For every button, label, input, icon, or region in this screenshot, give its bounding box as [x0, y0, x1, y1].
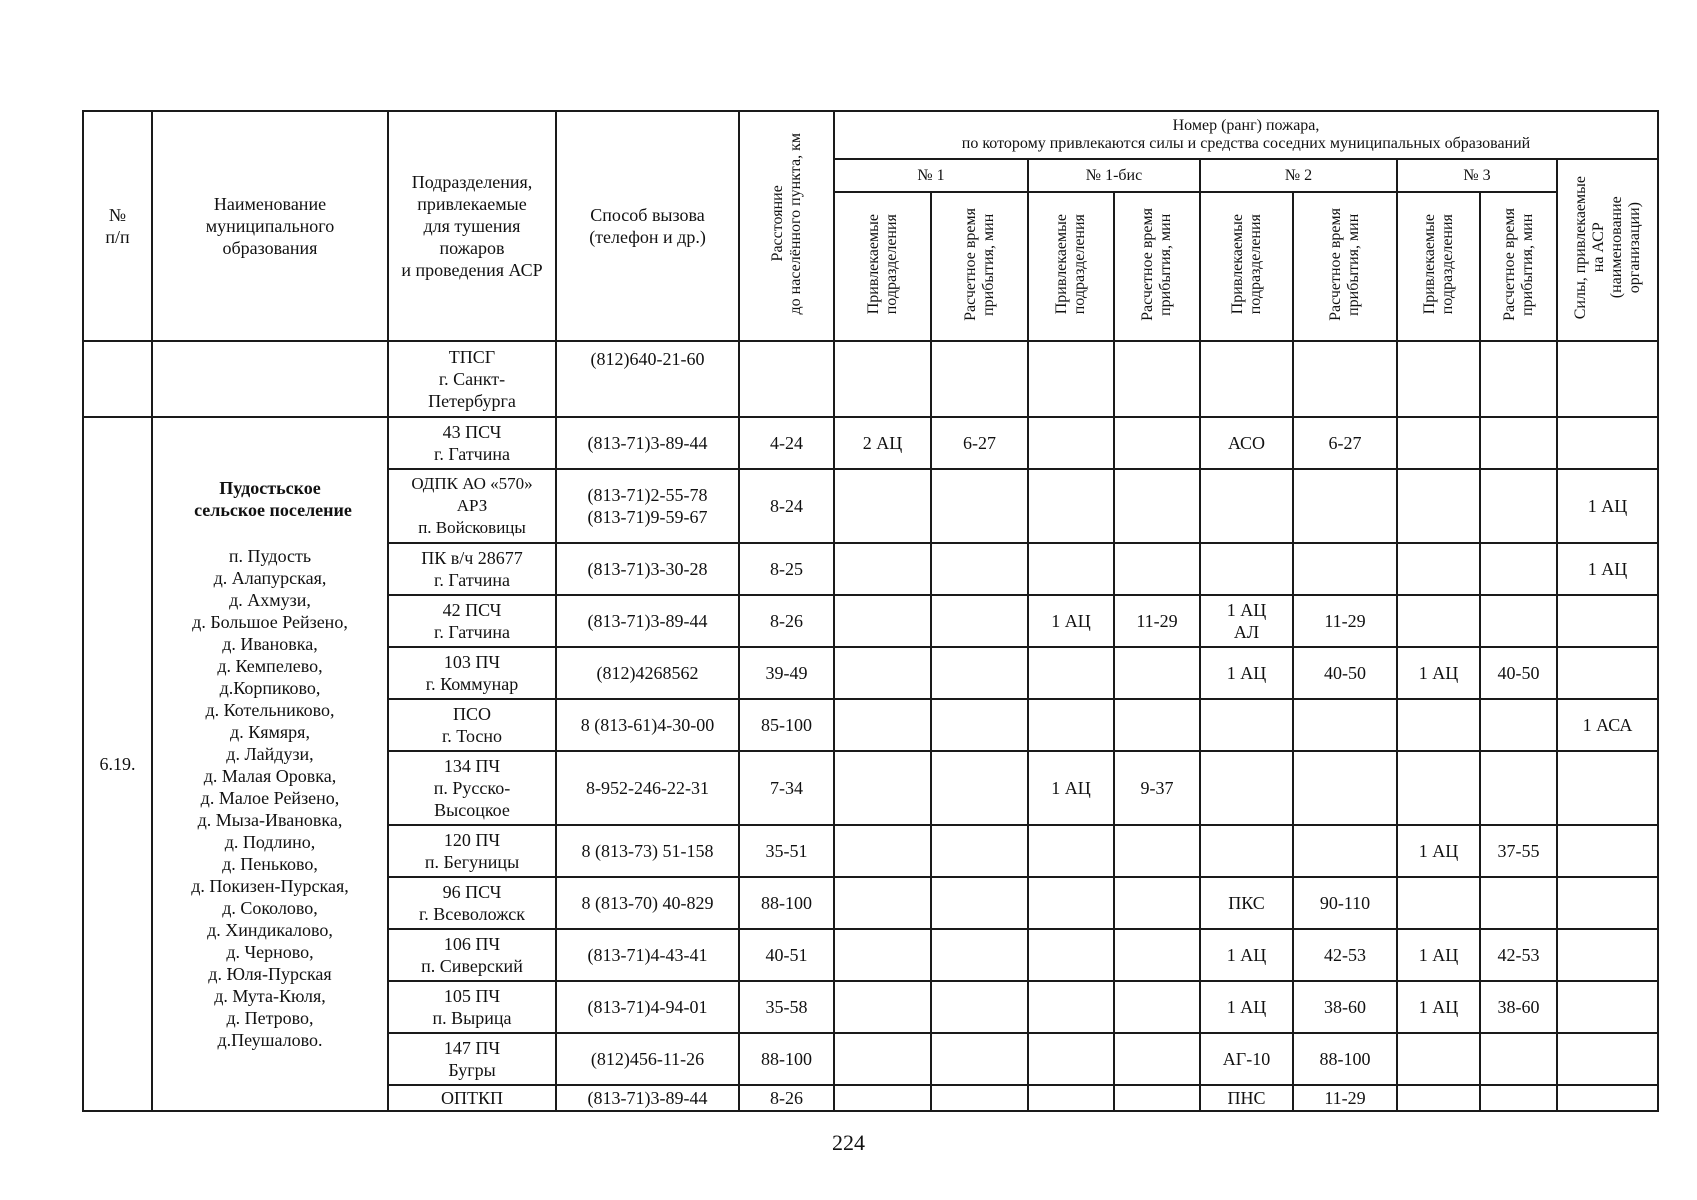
rank3-units-cell: [1397, 543, 1480, 595]
settlement-item: д. Кемпелево,: [217, 656, 323, 676]
unit-cell: ОДПК АО «570» АРЗ п. Войсковицы: [388, 469, 556, 543]
call-cell: (813-71)3-89-44: [556, 1085, 739, 1111]
rank1-units-cell: [834, 543, 931, 595]
distance-cell: 35-51: [739, 825, 834, 877]
distance-cell: 35-58: [739, 981, 834, 1033]
rank3-time-cell: [1480, 877, 1557, 929]
carry-call: (812)640-21-60: [556, 341, 739, 417]
unit-cell: ОПТКП: [388, 1085, 556, 1111]
rank2-units-cell: ПКС: [1200, 877, 1293, 929]
asr-cell: [1557, 1033, 1658, 1085]
rank1-units-cell: [834, 929, 931, 981]
header-rank-2: № 2: [1200, 159, 1397, 192]
rank1bis-units-cell: [1028, 877, 1114, 929]
asr-cell: 1 АСА: [1557, 699, 1658, 751]
rank2-units-cell: [1200, 543, 1293, 595]
unit-cell: ПК в/ч 28677 г. Гатчина: [388, 543, 556, 595]
settlement-item: д. Алапурская,: [213, 568, 327, 588]
settlement-item: д. Лайдузи,: [226, 744, 314, 764]
rank2-time-cell: 11-29: [1293, 595, 1397, 647]
unit-cell: 42 ПСЧ г. Гатчина: [388, 595, 556, 647]
rank1bis-time-cell: 9-37: [1114, 751, 1200, 825]
settlement-item: д. Подлино,: [224, 832, 316, 852]
asr-cell: 1 АЦ: [1557, 543, 1658, 595]
rank3-time-cell: 40-50: [1480, 647, 1557, 699]
settlement-item: д. Ахмузи,: [229, 590, 311, 610]
asr-cell: 1 АЦ: [1557, 469, 1658, 543]
header-municipality: Наименование муниципального образования: [152, 111, 388, 341]
settlement-item: д. Покизен-Пурская,: [191, 876, 349, 896]
header-rank-1: № 1: [834, 159, 1028, 192]
rank1bis-units-cell: [1028, 647, 1114, 699]
rank3-units-cell: 1 АЦ: [1397, 981, 1480, 1033]
asr-cell: [1557, 751, 1658, 825]
rank3-time-cell: [1480, 417, 1557, 469]
rank1-time-cell: 6-27: [931, 417, 1028, 469]
distance-cell: 8-26: [739, 595, 834, 647]
asr-cell: [1557, 981, 1658, 1033]
rank1bis-time-cell: [1114, 877, 1200, 929]
settlement-item: д.Корпиково,: [219, 678, 321, 698]
rank1bis-time-cell: [1114, 929, 1200, 981]
call-cell: (813-71)3-89-44: [556, 595, 739, 647]
rank1bis-time-cell: [1114, 1085, 1200, 1111]
rank2-time-cell: 42-53: [1293, 929, 1397, 981]
rank1bis-time-cell: [1114, 647, 1200, 699]
rank2-time-cell: 40-50: [1293, 647, 1397, 699]
rank2-time-cell: [1293, 469, 1397, 543]
rank3-units-cell: [1397, 1033, 1480, 1085]
header-rank1bis-time: Расчетное время прибытия, мин: [1114, 192, 1200, 341]
header-rank2-units: Привлекаемые подразделения: [1200, 192, 1293, 341]
rank2-time-cell: 38-60: [1293, 981, 1397, 1033]
municipality-cell: [152, 417, 388, 1111]
page-number: 224: [832, 1130, 865, 1155]
asr-cell: [1557, 647, 1658, 699]
fire-resources-table: [82, 110, 1659, 1112]
rank3-units-cell: [1397, 1085, 1480, 1111]
settlement-item: д. Хиндикалово,: [207, 920, 333, 940]
rank1-time-cell: [931, 1085, 1028, 1111]
distance-cell: 85-100: [739, 699, 834, 751]
settlement-item: д. Пеньково,: [222, 854, 318, 874]
settlement-item: д. Соколово,: [222, 898, 318, 918]
municipality-title: Пудостьское: [219, 478, 321, 498]
rank1bis-units-cell: 1 АЦ: [1028, 751, 1114, 825]
call-cell: 8-952-246-22-31: [556, 751, 739, 825]
rank1-time-cell: [931, 929, 1028, 981]
distance-cell: 88-100: [739, 1033, 834, 1085]
rank1bis-units-cell: [1028, 543, 1114, 595]
rank2-time-cell: [1293, 699, 1397, 751]
rank2-time-cell: 90-110: [1293, 877, 1397, 929]
rank1bis-units-cell: [1028, 825, 1114, 877]
rank1bis-units-cell: 1 АЦ: [1028, 595, 1114, 647]
rank3-units-cell: 1 АЦ: [1397, 929, 1480, 981]
rank1-units-cell: [834, 981, 931, 1033]
table-row: [83, 417, 1658, 469]
rank1bis-time-cell: [1114, 417, 1200, 469]
header-rank1bis-units: Привлекаемые подразделения: [1028, 192, 1114, 341]
call-cell: (813-71)4-94-01: [556, 981, 739, 1033]
rank1bis-units-cell: [1028, 417, 1114, 469]
rank1bis-time-cell: [1114, 469, 1200, 543]
call-cell: 8 (813-73) 51-158: [556, 825, 739, 877]
unit-cell: 43 ПСЧ г. Гатчина: [388, 417, 556, 469]
unit-cell: 105 ПЧ п. Вырица: [388, 981, 556, 1033]
distance-cell: 40-51: [739, 929, 834, 981]
rank1-units-cell: [834, 647, 931, 699]
rank2-units-cell: АГ-10: [1200, 1033, 1293, 1085]
rank2-units-cell: 1 АЦ: [1200, 929, 1293, 981]
rank2-units-cell: 1 АЦ: [1200, 647, 1293, 699]
distance-cell: 8-25: [739, 543, 834, 595]
rank2-units-cell: АСО: [1200, 417, 1293, 469]
header-num: № п/п: [83, 111, 152, 341]
rank1bis-time-cell: [1114, 825, 1200, 877]
asr-cell: [1557, 825, 1658, 877]
rank2-time-cell: 6-27: [1293, 417, 1397, 469]
unit-cell: ПСО г. Тосно: [388, 699, 556, 751]
call-cell: 8 (813-61)4-30-00: [556, 699, 739, 751]
settlement-item: д. Малая Оровка,: [203, 766, 337, 786]
rank1bis-time-cell: [1114, 699, 1200, 751]
distance-cell: 8-26: [739, 1085, 834, 1111]
rank1-time-cell: [931, 647, 1028, 699]
header-asr: Силы, привлекаемые на АСР (наименование организации): [1557, 159, 1658, 341]
carry-unit: ТПСГ г. Санкт- Петербурга: [388, 341, 556, 417]
rank2-units-cell: [1200, 751, 1293, 825]
rank1bis-units-cell: [1028, 469, 1114, 543]
rank1bis-time-cell: [1114, 981, 1200, 1033]
rank1bis-time-cell: 11-29: [1114, 595, 1200, 647]
rank2-time-cell: 11-29: [1293, 1085, 1397, 1111]
carry-num-cell: [83, 341, 152, 417]
rank1-units-cell: [834, 1085, 931, 1111]
rank1-time-cell: [931, 877, 1028, 929]
header-rank2-time: Расчетное время прибытия, мин: [1293, 192, 1397, 341]
rank3-units-cell: [1397, 877, 1480, 929]
unit-cell: 134 ПЧ п. Русско- Высоцкое: [388, 751, 556, 825]
rank1-units-cell: [834, 469, 931, 543]
settlement-item: д. Ивановка,: [222, 634, 318, 654]
unit-cell: 120 ПЧ п. Бегуницы: [388, 825, 556, 877]
unit-cell: 147 ПЧ Бугры: [388, 1033, 556, 1085]
unit-cell: 96 ПСЧ г. Всеволожск: [388, 877, 556, 929]
rank3-units-cell: [1397, 751, 1480, 825]
header-rank1-time: Расчетное время прибытия, мин: [931, 192, 1028, 341]
rank3-time-cell: 37-55: [1480, 825, 1557, 877]
rank1bis-units-cell: [1028, 929, 1114, 981]
rank1bis-units-cell: [1028, 699, 1114, 751]
call-cell: (813-71)2-55-78 (813-71)9-59-67: [556, 469, 739, 543]
distance-cell: 39-49: [739, 647, 834, 699]
rank2-units-cell: 1 АЦ: [1200, 981, 1293, 1033]
settlement-item: д. Мута-Кюля,: [214, 986, 326, 1006]
asr-cell: [1557, 595, 1658, 647]
distance-cell: 88-100: [739, 877, 834, 929]
settlement-item: д. Большое Рейзено,: [192, 612, 348, 632]
call-cell: (812)4268562: [556, 647, 739, 699]
rank3-time-cell: [1480, 595, 1557, 647]
call-cell: (813-71)4-43-41: [556, 929, 739, 981]
rank3-units-cell: 1 АЦ: [1397, 825, 1480, 877]
rank2-units-cell: 1 АЦ АЛ: [1200, 595, 1293, 647]
call-cell: (813-71)3-30-28: [556, 543, 739, 595]
unit-cell: 106 ПЧ п. Сиверский: [388, 929, 556, 981]
call-cell: (812)456-11-26: [556, 1033, 739, 1085]
municipality-subtitle: сельское поселение: [194, 500, 352, 520]
rank3-time-cell: [1480, 543, 1557, 595]
settlement-item: д. Мыза-Ивановка,: [197, 810, 343, 830]
rank3-units-cell: [1397, 469, 1480, 543]
asr-cell: [1557, 417, 1658, 469]
rank1-units-cell: [834, 699, 931, 751]
rank2-units-cell: [1200, 825, 1293, 877]
header-rank-3: № 3: [1397, 159, 1557, 192]
rank1-units-cell: [834, 751, 931, 825]
rank2-time-cell: [1293, 751, 1397, 825]
asr-cell: [1557, 1085, 1658, 1111]
rank1-time-cell: [931, 1033, 1028, 1085]
rank1-units-cell: [834, 595, 931, 647]
settlement-item: д. Юля-Пурская: [208, 964, 332, 984]
rank1-time-cell: [931, 825, 1028, 877]
header-rank-1bis: № 1-бис: [1028, 159, 1200, 192]
settlement-item: д. Малое Рейзено,: [200, 788, 340, 808]
rank3-units-cell: 1 АЦ: [1397, 647, 1480, 699]
rank3-units-cell: [1397, 417, 1480, 469]
rank2-units-cell: [1200, 469, 1293, 543]
rank3-time-cell: [1480, 751, 1557, 825]
settlement-item: д. Черново,: [226, 942, 314, 962]
rank3-time-cell: [1480, 1033, 1557, 1085]
asr-cell: [1557, 877, 1658, 929]
carry-over-row: [83, 341, 1658, 417]
call-cell: (813-71)3-89-44: [556, 417, 739, 469]
header-call-method: Способ вызова (телефон и др.): [556, 111, 739, 341]
rank1-time-cell: [931, 595, 1028, 647]
rank1-units-cell: [834, 825, 931, 877]
rank2-units-cell: ПНС: [1200, 1085, 1293, 1111]
rank1-time-cell: [931, 469, 1028, 543]
rank1-units-cell: [834, 1033, 931, 1085]
rank1bis-units-cell: [1028, 1085, 1114, 1111]
rank3-time-cell: [1480, 469, 1557, 543]
rank3-time-cell: 38-60: [1480, 981, 1557, 1033]
rank1-time-cell: [931, 751, 1028, 825]
rank2-units-cell: [1200, 699, 1293, 751]
settlement-item: д.Пеушалово.: [217, 1030, 323, 1050]
rank3-time-cell: 42-53: [1480, 929, 1557, 981]
rank3-units-cell: [1397, 595, 1480, 647]
rank1-units-cell: 2 АЦ: [834, 417, 931, 469]
unit-cell: 103 ПЧ г. Коммунар: [388, 647, 556, 699]
header-rank1-units: Привлекаемые подразделения: [834, 192, 931, 341]
header-rank3-time: Расчетное время прибытия, мин: [1480, 192, 1557, 341]
settlement-item: д. Котельниково,: [205, 700, 335, 720]
settlement-item: д. Кямяря,: [230, 722, 310, 742]
header-rank-group: Номер (ранг) пожара, по которому привлекаются силы и средства соседних муниципальных образований: [834, 111, 1658, 159]
rank3-time-cell: [1480, 699, 1557, 751]
distance-cell: 8-24: [739, 469, 834, 543]
rank3-time-cell: [1480, 1085, 1557, 1111]
call-cell: 8 (813-70) 40-829: [556, 877, 739, 929]
rank1-time-cell: [931, 543, 1028, 595]
carry-municipality-cell: [152, 341, 388, 417]
settlement-item: п. Пудость: [228, 546, 312, 566]
header-rank3-units: Привлекаемые подразделения: [1397, 192, 1480, 341]
rank1-units-cell: [834, 877, 931, 929]
header-units: Подразделения, привлекаемые для тушения пожаров и проведения АСР: [388, 111, 556, 341]
rank1-time-cell: [931, 981, 1028, 1033]
rank1bis-units-cell: [1028, 981, 1114, 1033]
rank2-time-cell: 88-100: [1293, 1033, 1397, 1085]
municipality-number: 6.19.: [83, 417, 152, 1111]
header-distance: Расстояние до населённого пункта, км: [739, 111, 834, 341]
distance-cell: 4-24: [739, 417, 834, 469]
rank2-time-cell: [1293, 825, 1397, 877]
asr-cell: [1557, 929, 1658, 981]
settlement-item: д. Петрово,: [226, 1008, 314, 1028]
rank1bis-units-cell: [1028, 1033, 1114, 1085]
distance-cell: 7-34: [739, 751, 834, 825]
rank2-time-cell: [1293, 543, 1397, 595]
rank1-time-cell: [931, 699, 1028, 751]
rank3-units-cell: [1397, 699, 1480, 751]
rank1bis-time-cell: [1114, 1033, 1200, 1085]
rank1bis-time-cell: [1114, 543, 1200, 595]
